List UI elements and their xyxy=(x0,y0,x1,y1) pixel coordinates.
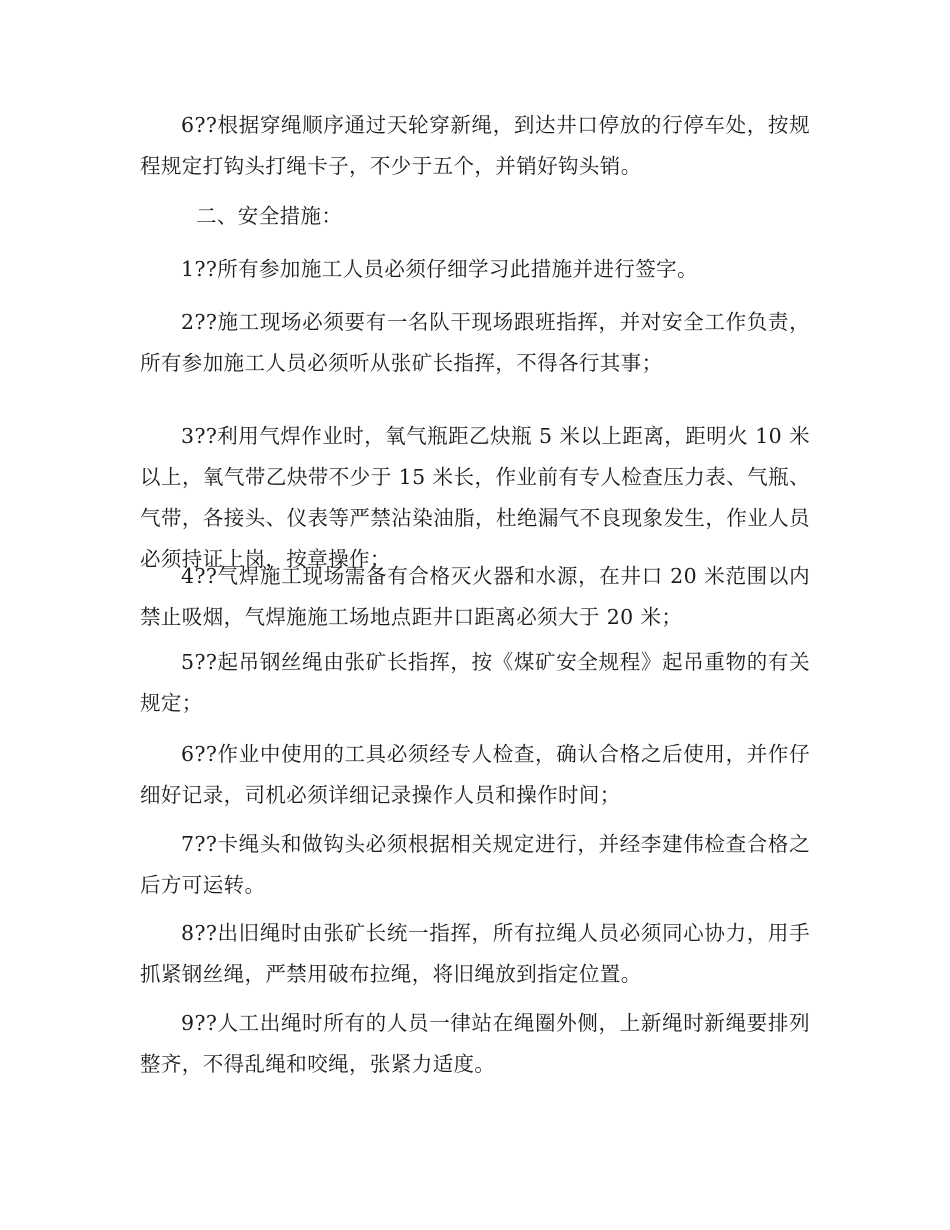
paragraph-safety-1: 1??所有参加施工人员必须仔细学习此措施并进行签字。 xyxy=(181,257,698,281)
section-heading-safety-measures: 二、安全措施： xyxy=(196,204,343,228)
paragraph-safety-5: 5??起吊钢丝绳由张矿长指挥，按《煤矿安全规程》起吊重物的有关规定； xyxy=(140,650,810,715)
paragraph-safety-6: 6??作业中使用的工具必须经专人检查，确认合格之后使用，并作仔细好记录，司机必须详细记录操作人员和操作时间； xyxy=(140,742,810,807)
paragraph-safety-7: 7??卡绳头和做钩头必须根据相关规定进行，并经李建伟检查合格之后方可运转。 xyxy=(140,832,810,897)
paragraph-safety-9: 9??人工出绳时所有的人员一律站在绳圈外侧，上新绳时新绳要排列整齐，不得乱绳和咬绳，张紧力适度。 xyxy=(140,1011,810,1076)
paragraph-safety-2: 2??施工现场必须要有一名队干现场跟班指挥，并对安全工作负责，所有参加施工人员必须听从张矿长指挥，不得各行其事； xyxy=(140,310,810,375)
paragraph-safety-8: 8??出旧绳时由张矿长统一指挥，所有拉绳人员必须同心协力，用手抓紧钢丝绳，严禁用破布拉绳，将旧绳放到指定位置。 xyxy=(140,921,810,986)
paragraph-safety-4: 4??气焊施工现场需备有合格灭火器和水源，在井口 20 米范围以内禁止吸烟，气焊施施工场地点距井口距离必须大于 20 米； xyxy=(140,564,810,629)
paragraph-step-6-rope-threading: 6??根据穿绳顺序通过天轮穿新绳，到达井口停放的行停车处，按规程规定打钩头打绳卡子，不少于五个，并销好钩头销。 xyxy=(140,113,810,178)
paragraph-safety-3: 3??利用气焊作业时，氧气瓶距乙炔瓶 5 米以上距离，距明火 10 米以上，氧气带乙炔带不少于 15 米长，作业前有专人检查压力表、气瓶、气带，各接头、仪表等严禁沾染油脂，杜绝漏气不良现象发生，作业人员必须持证上岗，按章操作； xyxy=(140,424,810,571)
